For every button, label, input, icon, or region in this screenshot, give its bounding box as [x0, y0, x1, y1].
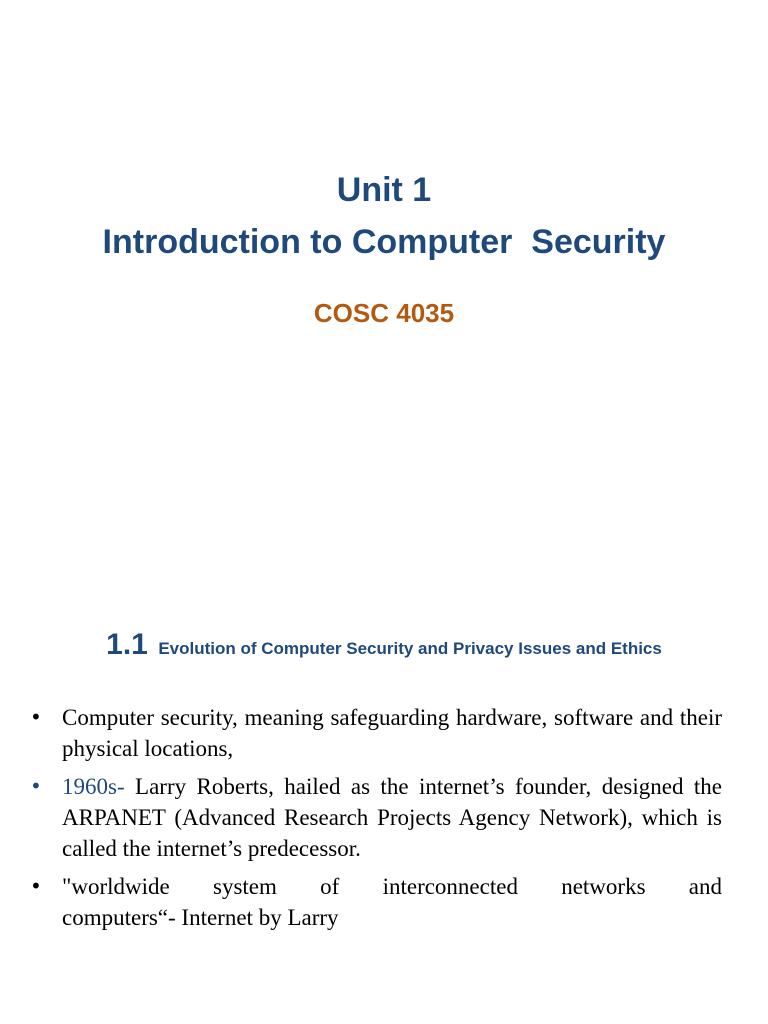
section-title: Evolution of Computer Security and Privacy Issues and Ethics	[158, 639, 662, 658]
bullet-text: Larry Roberts, hailed as the internet’s founder, designed the ARPANET (Advanced Research Projects Agency Network), which is called the internet’s predecessor.	[62, 774, 722, 861]
section-number: 1.1	[106, 628, 148, 661]
list-item	[30, 771, 722, 864]
bullet-list	[30, 702, 722, 940]
list-item	[30, 871, 722, 933]
bullet-icon: •	[30, 705, 42, 729]
list-item	[30, 702, 722, 764]
content-slide	[0, 590, 768, 1024]
course-code: COSC 4035	[313, 298, 455, 328]
bullet-text: Computer security, meaning safeguarding hardware, software and their physical locations,	[62, 705, 722, 761]
bullet-text-line-2: computers“- Internet by Larry	[62, 905, 339, 930]
unit-label: Unit 1	[336, 171, 432, 209]
course-title: Introduction to Computer Security	[102, 223, 666, 261]
bullet-highlight: 1960s-	[62, 774, 125, 799]
bullet-icon: •	[30, 774, 42, 798]
bullet-icon: •	[30, 874, 42, 898]
bullet-text-line-1: "worldwide system of interconnected networks and	[62, 874, 722, 899]
section-heading	[0, 628, 768, 662]
slide-title	[0, 164, 768, 268]
